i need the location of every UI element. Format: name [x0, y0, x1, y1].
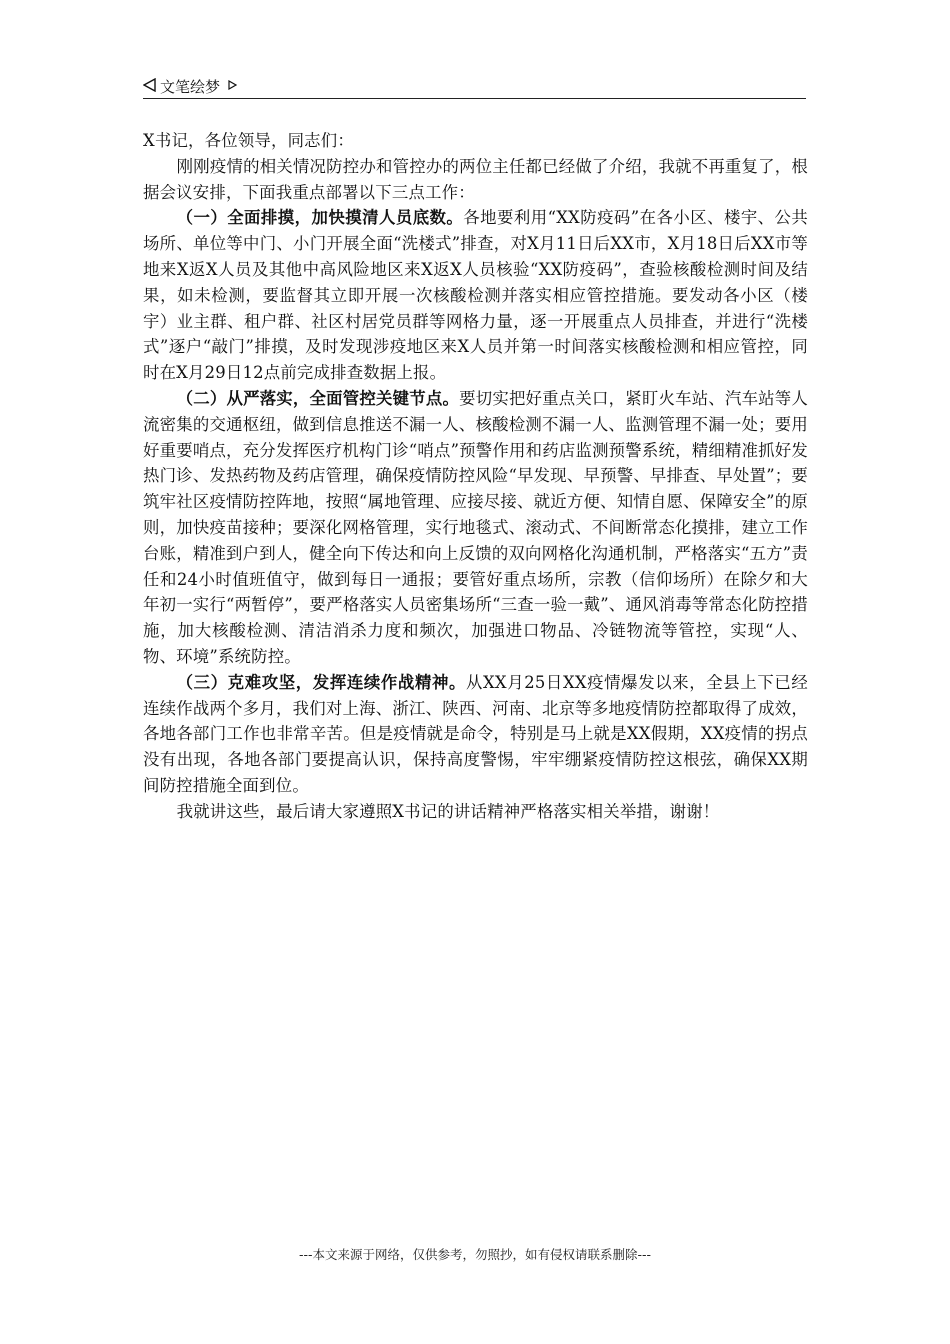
section-body-2: 要切实把好重点关口，紧盯火车站、汽车站等人流密集的交通枢纽，做到信息推送不漏一人、核酸检测不漏一人、监测管理不漏一处；要用好重要哨点，充分发挥医疗机构门诊“哨点”预警作用和药店监测预警系统，精细精准抓好发热门诊、发热药物及药店管理，确保疫情防控风险“早发现、早预警、早排查、早处置”；要筑牢社区疫情防控阵地，按照“属地管理、应接尽接、就近方便、知情自愿、保障安全”的原则，加快疫苗接种；要深化网格管理，实行地毯式、滚动式、不间断常态化摸排，建立工作台账，精准到户到人，健全向下传达和向上反馈的双向网格化沟通机制，严格落实“五方”责任和24小时值班值守，做到每日一通报；要管好重点场所，宗教（信仰场所）在除夕和大年初一实行“两暂停”，要严格落实人员密集场所“三查一验一戴”、通风消毒等常态化防控措施，加大核酸检测、清洁消杀力度和频次，加强进口物品、冷链物流等管控，实现“人、物、环境”系统防控。 — [143, 388, 809, 666]
right-triangle-icon — [228, 80, 237, 93]
section-heading-1: （一）全面排摸，加快摸清人员底数。 — [176, 208, 464, 228]
document-body — [143, 128, 808, 825]
section-paragraph-1 — [143, 205, 808, 386]
header-brand-text: 文笔绘梦 — [160, 78, 221, 96]
intro-paragraph: 刚刚疫情的相关情况防控办和管控办的两位主任都已经做了介绍，我就不再重复了，根据会议安排，下面我重点部署以下三点工作： — [143, 156, 808, 202]
left-triangle-icon — [143, 78, 156, 96]
section-paragraph-2 — [143, 386, 808, 670]
section-heading-3: （三）克难攻坚，发挥连续作战精神。 — [176, 672, 467, 692]
section-paragraph-3 — [143, 670, 808, 799]
section-heading-2: （二）从严落实，全面管控关键节点。 — [176, 388, 460, 408]
page-footer: ---本文来源于网络，仅供参考，勿照抄，如有侵权请联系删除--- — [298, 1247, 652, 1262]
section-body-3: 从XX月25日XX疫情爆发以来，全县上下已经连续作战两个多月，我们对上海、浙江、陕西、河南、北京等多地疫情防控都取得了成效，各地各部门工作也非常辛苦。但是疫情就是命令，特别是马上就是XX假期，XX疫情的拐点没有出现，各地各部门要提高认识，保持高度警惕，牢牢绷紧疫情防控这根弦，确保XX期间防控措施全面到位。 — [143, 672, 808, 795]
salutation: X书记，各位领导，同志们： — [143, 131, 354, 150]
section-body-1: 各地要利用“XX防疫码”在各小区、楼宇、公共场所、单位等中门、小门开展全面“洗楼式”排查，对X月11日后XX市，X月18日后XX市等地来X返X人员及其他中高风险地区来X返X人员核验“XX防疫码”，查验核酸检测时间及结果，如未检测，要监督其立即开展一次核酸检测并落实相应管控措施。要发动各小区（楼宇）业主群、租户群、社区村居党员群等网格力量，逐一开展重点人员排查，并进行“洗楼式”逐户“敲门”排摸，及时发现涉疫地区来X人员并第一时间落实核酸检测和相应管控，同时在X月29日12点前完成排查数据上报。 — [143, 208, 809, 383]
closing-paragraph: 我就讲这些，最后请大家遵照X书记的讲话精神严格落实相关举措，谢谢！ — [176, 801, 720, 821]
header-brand-group — [143, 76, 237, 97]
page-header — [143, 74, 806, 99]
